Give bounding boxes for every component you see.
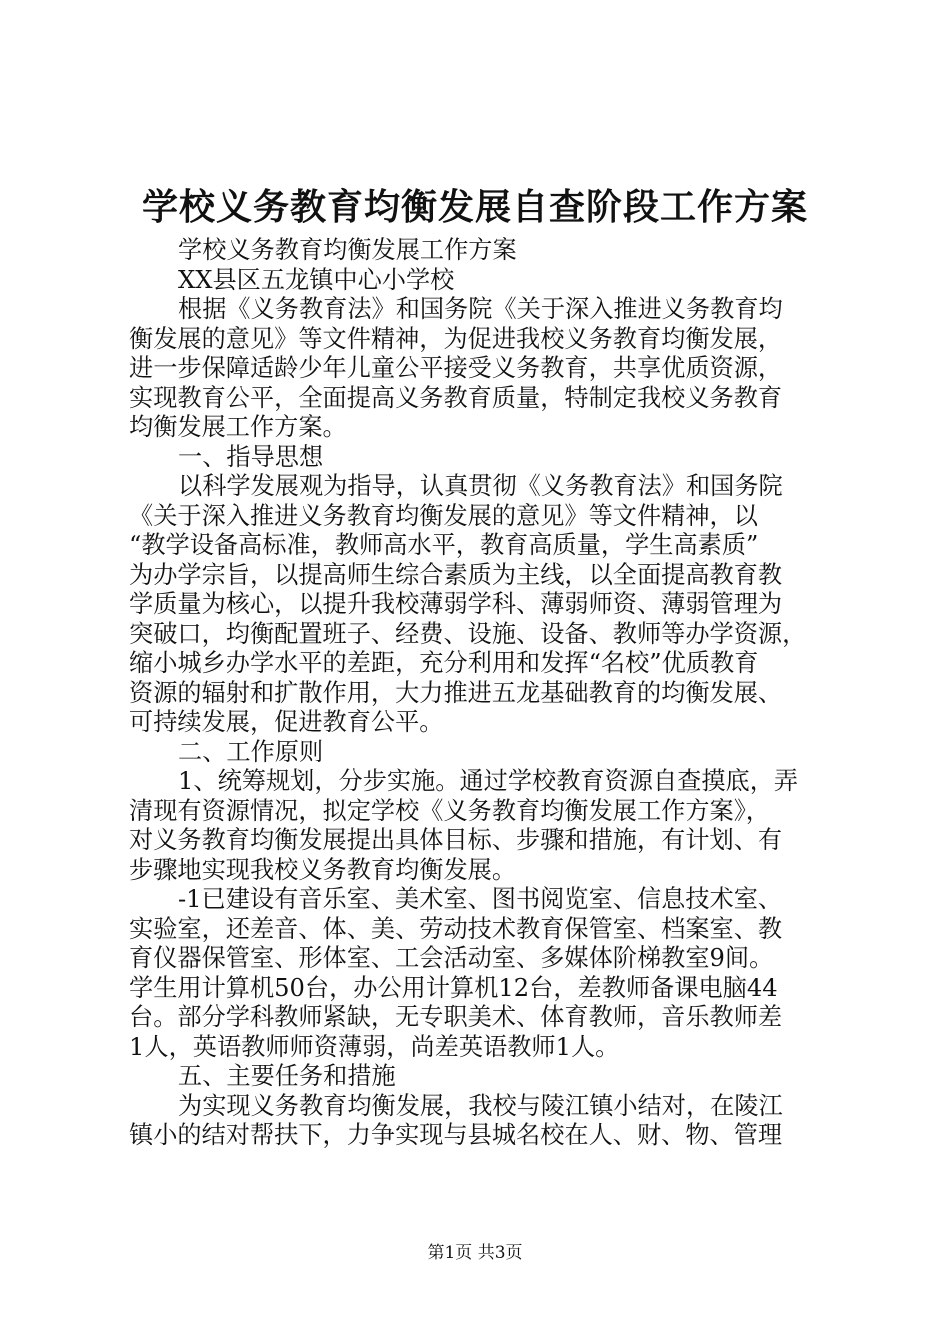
text-line: 学生用计算机50台，办公用计算机12台，差教师备课电脑44 — [129, 973, 778, 1002]
text-line: 为实现义务教育均衡发展，我校与陵江镇小结对，在陵江 — [178, 1091, 783, 1120]
text-line: 二、工作原则 — [178, 737, 324, 766]
text-line: 镇小的结对帮扶下，力争实现与县城名校在人、财、物、管理 — [129, 1121, 783, 1149]
text-line: 学校义务教育均衡发展工作方案 — [178, 236, 517, 264]
text-line: “教学设备高标准，教师高水平，教育高质量，学生高素质” — [129, 531, 759, 559]
text-line: 1人，英语教师师资薄弱，尚差英语教师1人。 — [129, 1032, 620, 1061]
text-line: 均衡发展工作方案。 — [129, 413, 347, 441]
text-line: 进一步保障适龄少年儿童公平接受义务教育，共享优质资源， — [129, 354, 783, 382]
text-line: 实现教育公平，全面提高义务教育质量，特制定我校义务教育 — [129, 383, 783, 412]
text-line: 以科学发展观为指导，认真贯彻《义务教育法》和国务院 — [178, 472, 783, 500]
text-line: 可持续发展，促进教育公平。 — [129, 708, 444, 736]
text-line: 台。部分学科教师紧缺，无专职美术、体育教师，音乐教师差 — [129, 1003, 783, 1031]
text-line: 五、主要任务和措施 — [178, 1062, 396, 1090]
text-line: 学质量为核心，以提升我校薄弱学科、薄弱师资、薄弱管理为 — [129, 590, 783, 618]
text-line: 缩小城乡办学水平的差距，充分利用和发挥“名校”优质教育 — [129, 649, 759, 677]
text-line: 对义务教育均衡发展提出具体目标、步骤和措施，有计划、有 — [129, 826, 783, 854]
document-title: 学校义务教育均衡发展自查阶段工作方案 — [141, 186, 808, 228]
text-line: 实验室，还差音、体、美、劳动技术教育保管室、档案室、教 — [129, 914, 783, 943]
text-line: 步骤地实现我校义务教育均衡发展。 — [129, 855, 517, 884]
text-line: 衡发展的意见》等文件精神，为促进我校义务教育均衡发展， — [129, 324, 783, 353]
page-footer: 第1页 共3页 — [427, 1243, 523, 1263]
text-line: XX县区五龙镇中心小学校 — [178, 265, 455, 294]
text-line: 清现有资源情况，拟定学校《义务教育均衡发展工作方案》， — [129, 796, 770, 825]
text-line: 育仪器保管室、形体室、工会活动室、多媒体阶梯教室9间。 — [129, 944, 774, 972]
text-line: 资源的辐射和扩散作用，大力推进五龙基础教育的均衡发展、 — [129, 678, 783, 707]
text-line: 为办学宗旨，以提高师生综合素质为主线，以全面提高教育教 — [129, 560, 783, 589]
text-line: 《关于深入推进义务教育均衡发展的意见》等文件精神，以 — [129, 501, 758, 530]
text-line: -1已建设有音乐室、美术室、图书阅览室、信息技术室、 — [178, 885, 783, 913]
text-line: 1、统筹规划，分步实施。通过学校教育资源自查摸底，弄 — [178, 767, 799, 795]
text-line: 一、指导思想 — [178, 442, 324, 471]
document-body — [129, 236, 829, 1151]
text-line: 根据《义务教育法》和国务院《关于深入推进义务教育均 — [178, 295, 783, 323]
text-line: 突破口，均衡配置班子、经费、设施、设备、教师等办学资源， — [129, 619, 807, 648]
